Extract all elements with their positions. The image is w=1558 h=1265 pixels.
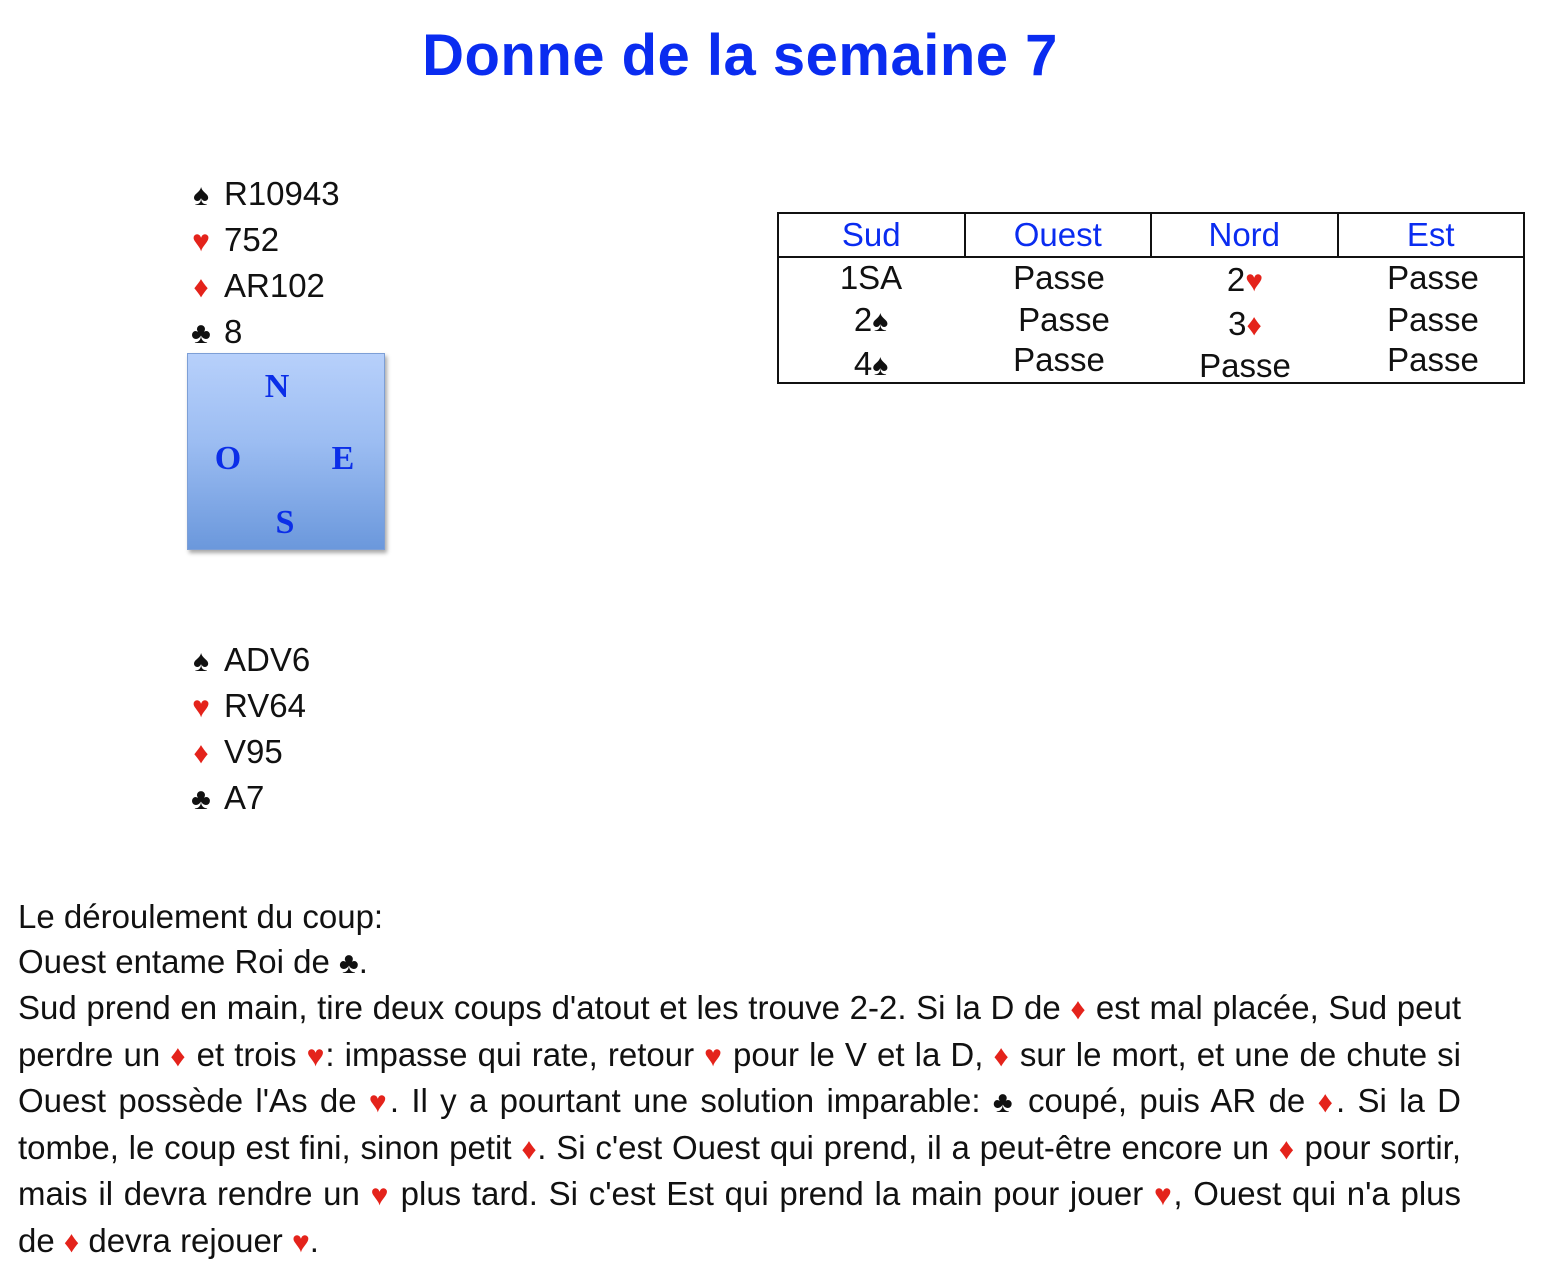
diamond-icon: ♦ — [521, 1132, 538, 1166]
compass-box — [187, 353, 385, 550]
north-spades-cards: R10943 — [224, 175, 340, 212]
club-icon: ♣ — [191, 317, 211, 350]
north-hearts — [186, 218, 340, 264]
compass-north: N — [264, 368, 290, 405]
north-hearts-cards: 752 — [224, 221, 280, 258]
header-sud: Sud — [779, 214, 966, 256]
south-diamonds-cards: V95 — [224, 733, 283, 770]
north-diamonds-cards: AR102 — [224, 267, 325, 304]
header-est: Est — [1406, 216, 1455, 253]
heart-icon: ♥ — [306, 1039, 326, 1073]
heart-icon: ♥ — [704, 1039, 723, 1073]
club-icon: ♣ — [339, 946, 359, 980]
bid-cell: Passe — [1013, 341, 1105, 378]
heart-icon: ♥ — [368, 1086, 390, 1119]
bid-cell: Passe — [1387, 259, 1479, 296]
diamond-icon: ♦ — [1246, 309, 1262, 342]
bid-cell: Passe — [1013, 259, 1105, 296]
south-spades — [186, 638, 310, 684]
bid-cell: 2♥ — [1226, 261, 1264, 298]
south-clubs-cards: A7 — [224, 779, 265, 816]
narrative — [18, 895, 1461, 1265]
diamond-icon: ♦ — [1317, 1086, 1337, 1119]
bid-cell: Passe — [1387, 301, 1479, 338]
narrative-heading: Le déroulement du coup: — [18, 898, 384, 935]
page-title: Donne de la semaine 7 — [422, 23, 1058, 88]
north-spades — [186, 172, 340, 218]
bidding-body — [779, 258, 1523, 384]
heart-icon: ♥ — [291, 1225, 310, 1259]
north-clubs-cards: 8 — [224, 313, 243, 350]
heart-icon: ♥ — [192, 225, 210, 258]
bid-cell: 1SA — [839, 259, 903, 296]
diamond-icon: ♦ — [1070, 993, 1087, 1026]
compass-east: E — [331, 440, 355, 477]
bid-cell: 4♠ — [853, 345, 889, 382]
diamond-icon: ♦ — [193, 271, 209, 304]
north-hand — [186, 172, 340, 356]
header-nord: Nord — [1152, 214, 1339, 256]
compass-west: O — [214, 440, 242, 477]
narrative-body: Sud prend en main, tire deux coups d'atout et les trouve 2-2. Si la D de ♦ est mal placée, Sud peut perdre un ♦ et trois ♥: impasse qui rate, retour ♥ pour le V et la D, ♦ sur le mort, et une de chute si Ouest possède l'As de ♥. Il y a pourtant une solution imparable: ♣ coupé, puis AR de ♦. Si la D tombe, le coup est fini, sinon petit ♦. Si c'est Ouest qui prend, il a peut-être encore un ♦ pour sortir, mais il devra rendre un ♥ plus tard. Si c'est Est qui prend la main pour jouer ♥, Ouest qui n'a plus de ♦ devra rejouer ♥. — [18, 989, 1462, 1259]
south-hearts-cards: RV64 — [224, 687, 306, 724]
diamond-icon: ♦ — [993, 1039, 1010, 1073]
bid-cell: 2♠ — [853, 301, 889, 338]
heart-icon: ♥ — [1154, 1179, 1174, 1212]
south-hand — [186, 638, 310, 822]
north-diamonds — [186, 264, 340, 310]
bid-cell: 3♦ — [1228, 305, 1262, 342]
south-hearts — [186, 684, 310, 730]
north-clubs — [186, 310, 340, 356]
narrative-lead: Ouest entame Roi de ♣. — [18, 942, 368, 980]
heart-icon: ♥ — [370, 1179, 390, 1212]
compass-south: S — [275, 504, 295, 541]
south-diamonds — [186, 730, 310, 776]
south-clubs — [186, 776, 310, 822]
diamond-icon: ♦ — [193, 737, 209, 770]
diamond-icon: ♦ — [170, 1039, 187, 1073]
heart-icon: ♥ — [1245, 265, 1264, 298]
header-ouest: Ouest — [966, 214, 1153, 256]
bid-cell: Passe — [1018, 301, 1110, 338]
spade-icon: ♠ — [872, 305, 889, 338]
diamond-icon: ♦ — [63, 1225, 80, 1259]
club-icon: ♣ — [992, 1086, 1016, 1119]
heart-icon: ♥ — [192, 691, 210, 724]
bid-cell: Passe — [1387, 341, 1479, 378]
bidding-table — [777, 212, 1525, 384]
bid-cell: Passe — [1199, 347, 1291, 384]
bidding-header — [779, 214, 1523, 258]
spade-icon: ♠ — [193, 179, 209, 212]
spade-icon: ♠ — [193, 645, 209, 678]
spade-icon: ♠ — [872, 349, 889, 382]
diamond-icon: ♦ — [1278, 1132, 1295, 1166]
south-spades-cards: ADV6 — [224, 641, 311, 678]
club-icon: ♣ — [191, 783, 211, 816]
